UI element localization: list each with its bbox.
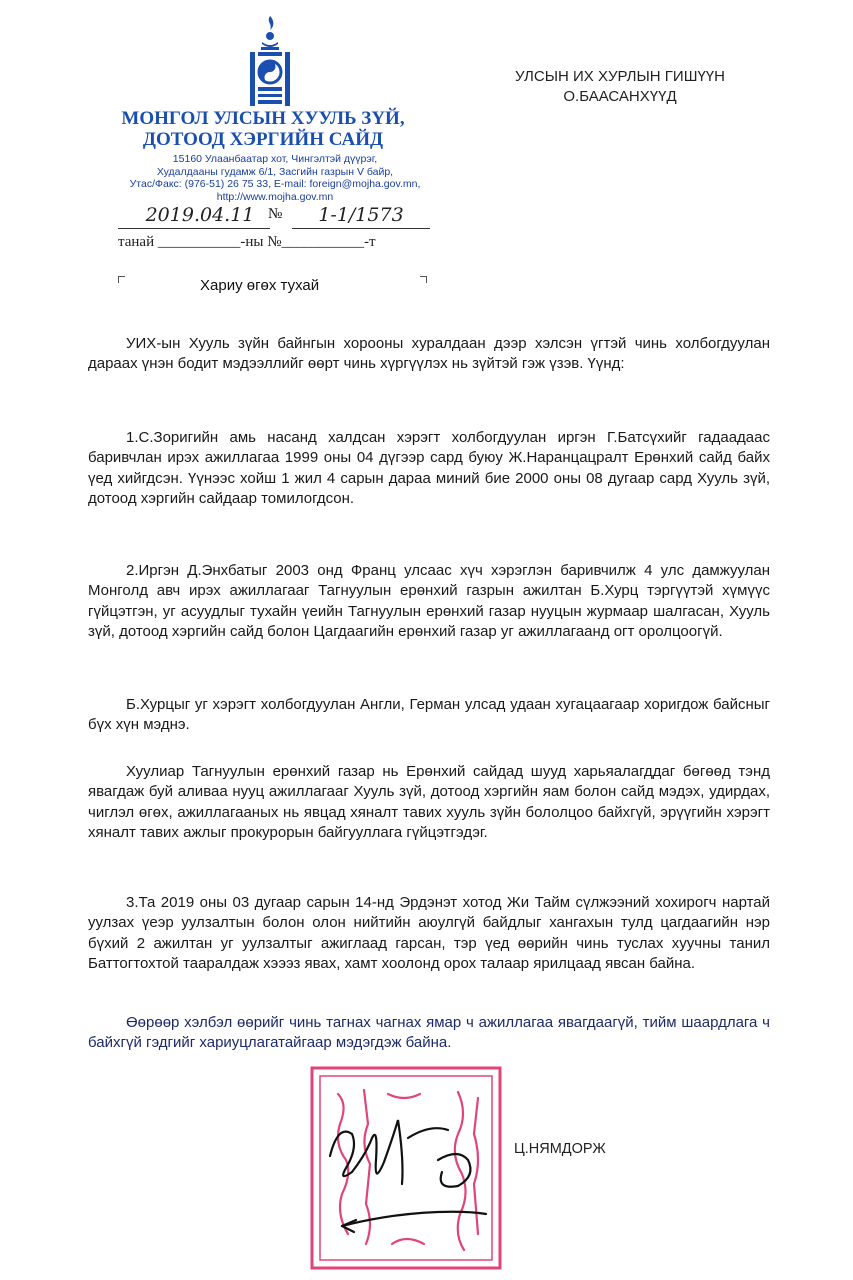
body-paragraph-5: Хуулиар Тагнуулын ерөнхий газар нь Ерөнхий сайдад шууд харьяалагддаг бөгөөд тэнд явагдаж буй аливаа нууц ажиллагааг Хууль зүй, дотоод хэргийн яам болон сайд мэдэх, удирдах, чиглэл өгөх, ажиллагааных нь явцад хяналт тавих хууль зүйн бололцоо байхгүй, эрүүгийн хэрэгт хяналт тавих ажлыг прокурорын байгууллага гүйцэтгэдэг. [88, 763, 770, 842]
date-number-line [118, 204, 430, 230]
recipient-name: О.БААСАНХҮҮД [563, 88, 677, 105]
org-name-line-2: ДОТООД ХЭРГИЙН САЙД [142, 129, 384, 150]
organization-address [110, 153, 440, 203]
corner-mark-right [420, 276, 427, 283]
recipient-block [470, 67, 770, 107]
corner-mark-left [118, 276, 125, 283]
letter-number: 1-1/1573 [318, 204, 404, 226]
letter-subject: Хариу өгөх тухай [200, 277, 320, 294]
recipient-title: УЛСЫН ИХ ХУРЛЫН ГИШҮҮН [515, 68, 725, 85]
address-line-4: http://www.mojha.gov.mn [216, 190, 334, 203]
letter-date: 2019.04.11 [145, 204, 255, 226]
body-paragraph-1: УИХ-ын Хууль зүйн байнгын хорооны хуралдаан дээр хэлсэн үгтэй чинь холбогдуулан дараах үнэн бодит мэдээллийг өөрт чинь хүргүүлэх нь зүйтэй гэж үзэв. Үүнд: [88, 335, 770, 373]
address-line-2: Худалдааны гудамж 6/1, Засгийн газрын V байр, [156, 165, 394, 178]
address-line-3: Утас/Факс: (976-51) 26 75 33, E-mail: foreign@mojha.gov.mn, [129, 178, 421, 190]
body-paragraph-6: 3.Та 2019 оны 03 дугаар сарын 14-нд Эрдэнэт хотод Жи Тайм сүлжээний хохирогч нартай уулзах үеэр уулзалтын болон олон нийтийн аюулгүй байдлыг хангахын тулд цагдаагийн нэр бүхий 2 ажилтан уг уулзалтыг ажиглаад гарсан, тэр үед өөрийн чинь туслах хуучны танил Баттогтохтой таарaлдаж хэээз явах, хамт хоолонд орох талаар ярилцаад явсан байна. [88, 894, 770, 973]
body-paragraph-7: Өөрөөр хэлбэл өөрийг чинь тагнах чагнах ямар ч ажиллагаа явагдаагүй, тийм шаардлага ч байхгүй гэдгийг хариуцлагатайгаар мэдэгдэж байна. [88, 1014, 770, 1052]
address-line-1: 15160 Улаанбаатар хот, Чингэлтэй дүүрэг, [172, 153, 378, 165]
body-paragraph-2: 1.С.Зоригийн амь насанд халдсан хэрэгт холбогдуулан иргэн Г.Батсүхийг гадаадаас баривчлан ирэх ажиллагаа 1999 оны 04 дүгээр сард буюу Ж.Наранцацралт Ерөнхий сайд байх үед хийгдсэн. Үүнээс хойш 1 жил 4 сарын дараа миний бие 2000 оны 08 дугаар сард Хууль зүй, дотоод хэргийн сайдаар томилогдсон. [88, 429, 770, 508]
signer-name: Ц.НЯМДОРЖ [514, 1141, 606, 1157]
soyombo-emblem-icon [244, 14, 296, 110]
official-stamp-with-signature [308, 1064, 504, 1272]
org-name-line-1: МОНГОЛ УЛСЫН ХУУЛЬ ЗҮЙ, [121, 108, 405, 129]
number-label: № [268, 206, 283, 222]
body-paragraph-4: Б.Хурцыг уг хэрэгт холбогдуулан Англи, Герман улсад удаан хугацаагаар хоригдож байсныг бүх хүн мэднэ. [88, 696, 770, 734]
body-paragraph-3: 2.Иргэн Д.Энхбатыг 2003 онд Франц улсаас хүч хэрэглэн баривчилж 4 улс дамжуулан Монголд авч ирэх ажиллагааг Тагнуулын ерөнхий газрын ажилтан Б.Хурц тэргүүтэй хүмүүс гүйцэтгэн, уг асуудлыг тухайн үеийн Тагнуулын ерөнхий газар нууцын журмаар шалгасан, Хууль зүй, дотоод хэргийн сайд болон Цагдаагийн ерөнхий газар уг ажиллагаанд огт оролцоогүй. [88, 562, 770, 641]
organization-name [108, 108, 418, 150]
number-underline [292, 228, 430, 229]
date-underline [118, 228, 270, 229]
reference-line: танай ___________-ны №___________-т [118, 234, 376, 250]
